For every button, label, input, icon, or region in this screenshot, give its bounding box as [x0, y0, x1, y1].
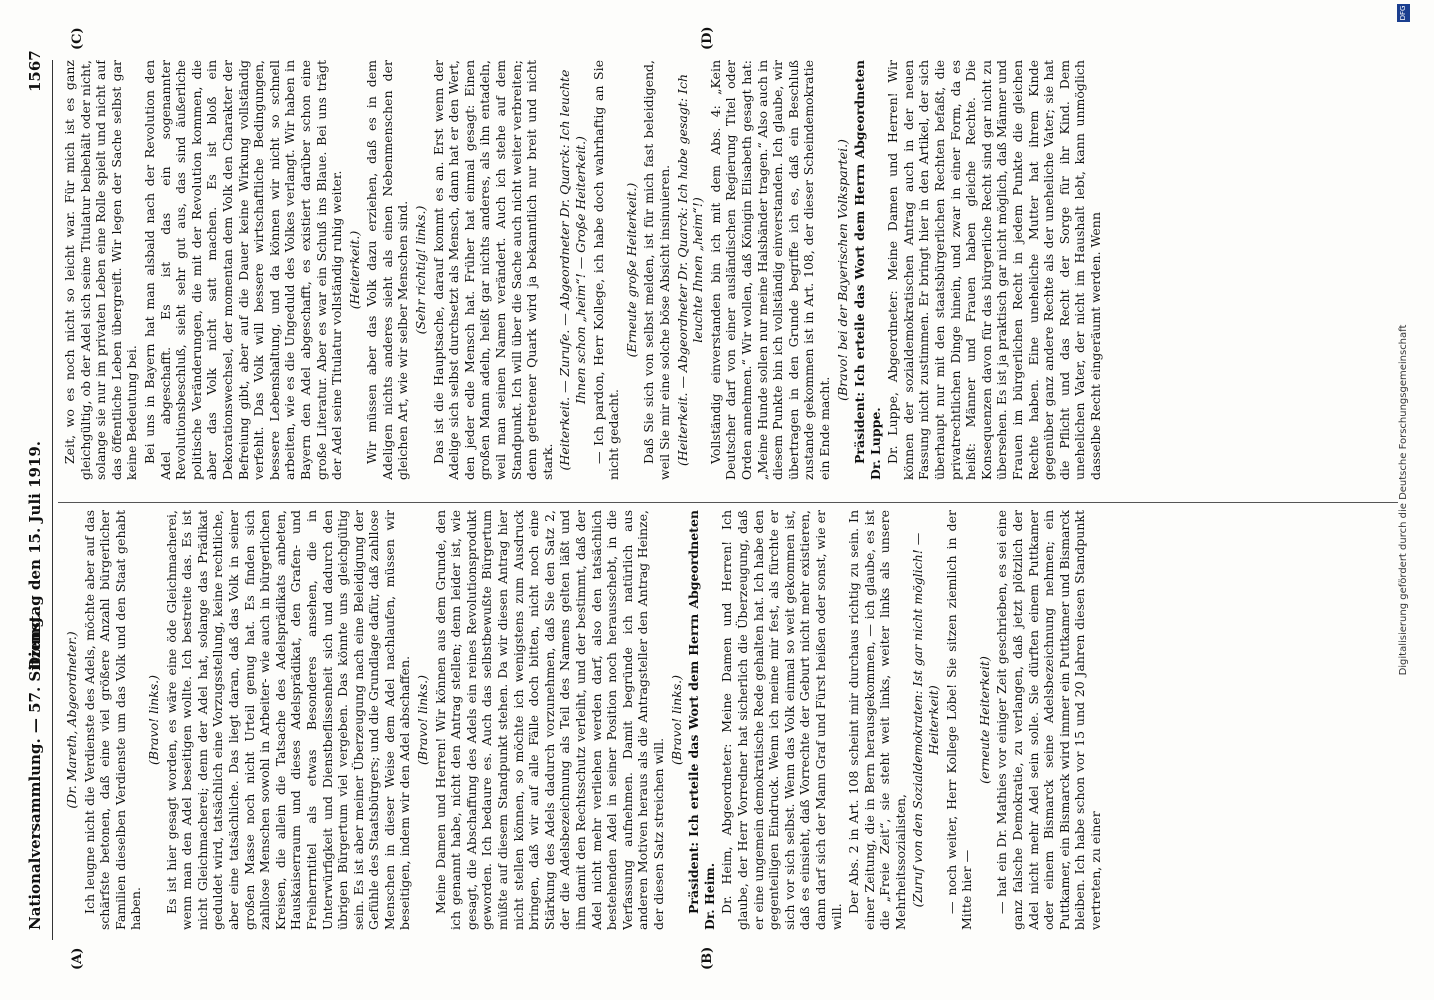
paragraph: Es ist hier gesagt worden, es wäre eine öde Gleichmacherei, wenn man den Adel beseitigen wollte. Ich bestreite das. Es ist nicht Gleichmacherei; denn der Adel hat, solange das Prädikat geduldet wird, tatsächlich eine Vorzugsstellung, keine rechtliche, aber eine tatsächliche. Das liegt daran, daß das Volk in seiner großen Masse noch nicht Urteil genug hat. Es finden sich zahllose Menschen sowohl in Arbeiter- wie auch in bürgerlichen Kreisen, die allein die Tatsache des Adelsprädikats anbeten, Hauskaiserraum und dieses Adelsprädikat, den Grafen- und Freiherrntitel als etwas Besonderes ansehen, die in Unterwürfigkeit und Dienstbeflissenheit sich und dadurch den übrigen Bürgertum viel vergeben. Das könnte uns gleichgültig sein. Es ist aber meiner Überzeugung nach eine Beleidigung der Gefühle des Staatsbürgers; und die Grundlage dafür, daß zahllose Menschen in dieser Weise dem Adel nachlaufen, müssen wir beseitigen, indem wir den Adel abschaffen.	[163, 510, 413, 930]
interjection: (Bravo! links.)	[145, 675, 161, 765]
interjection: (Heiterkeit. — Abgeordneter Dr. Quarck: Ich habe gesagt: Ich leuchte Ihnen „heim“!)	[674, 73, 706, 467]
interjection: (Heiterkeit. — Zurufe. — Abgeordneter Dr. Quarck: Ich leuchte Ihnen schon „heim“! — Große Heiterkeit.)	[557, 69, 588, 471]
paragraph: Wir müssen aber das Volk dazu erziehen, daß es in dem Adeligen nichts anderes sieht als einen Nebenmenschen der gleichen Art, wie wir selber Menschen sind.	[364, 60, 411, 480]
interjection: (Bravo! bei der Bayerischen Volkspartei.)	[834, 139, 850, 401]
dfg-logo: DFG	[1397, 4, 1410, 22]
paragraph: Zeit, wo es noch nicht so leicht war. Für mich ist es ganz gleichgültig, ob der Adel sich seine Titulatur beibehält oder nicht, solange sie nur im privaten Leben eine Rolle spielt und nicht auf das öffentliche Leben übergreift. Wir legen der Sache selbst gar keine Bedeutung bei.	[62, 60, 140, 480]
right-column	[62, 60, 1392, 480]
paragraph: Vollständig einverstanden bin ich mit dem Abs. 4: „Kein Deutscher darf von einer ausländischen Regierung Titel oder Orden annehmen.“ Wir wollen, daß Königin Elisabeth gesagt hat: „Meine Hunde sollen nur meine Halsbänder tragen.“ Also auch in diesem Punkte bin ich vollständig einverstanden. Ich glaube, wir übertragen in den Grunde begriffe ich es, daß ein Beschluß zustande gekommen ist in Art. 108, der dieser Scheindemokratie ein Ende macht.	[707, 60, 832, 480]
paragraph: Meine Damen und Herren! Wir können aus dem Grunde, den ich genannt habe, nicht den Antrag stellen; denn leider ist, wie gesagt, die Abschaffung des Adels ein reines Revolutionsprodukt geworden. Ich bedaure es. Auch das selbstbewußte Bürgertum müßte auf diesem Standpunkt stehen. Da wir diesen Antrag hier nicht stellen können, so möchte ich wenigstens zum Ausdruck bringen, daß wir auf alle Fälle doch bitten, nicht noch eine Stärkung des Adels dadurch vorzunehmen, daß Sie den Satz 2, der die Adelsbezeichnung als Teil des Namens gelten läßt und ihm damit den Rechtsschutz verleiht, und der bestimmt, daß der Adel nicht mehr verliehen werden darf, also den tatsächlich bestehenden Adel in seiner Position noch herausschebt, in die Verfassung aufnehmen. Damit begründe ich natürlich aus anderen Motiven heraus als die Antragsteller den Antrag Heinze, der diesen Satz streichen will.	[432, 510, 666, 930]
interjection: (Bravo! links.)	[415, 675, 431, 765]
page-number: 1567	[26, 50, 44, 92]
interjection: (Bravo! links.)	[668, 675, 684, 765]
header-session-title: Nationalversammlung. — 57. Sitzung.	[26, 612, 44, 930]
header-date: Dienstag den 15. Juli 1919.	[26, 440, 44, 670]
paragraph: Daß Sie sich von selbst melden, ist für mich fast beleidigend, weil Sie mir eine solche böse Absicht insinuieren.	[641, 60, 672, 480]
interjection: (Sehr richtig! links.)	[413, 205, 429, 335]
paragraph: Der Abs. 2 in Art. 108 scheint mir durchaus richtig zu sein. In einer Zeitung, die in Bern herausgekommen, — ich glaube, es ist die „Freie Zeit“, sie steht weit links, weiter links als unsere Mehrheitssozialisten,	[846, 510, 908, 930]
paragraph: Ich leugne nicht die Verdienste des Adels, möchte aber auf das schärfste betonen, daß eine viel größere Anzahl bürgerlicher Familien dieselben Verdienste um das Volk und den Staat gehabt haben.	[81, 510, 144, 930]
paragraph: Das ist die Hauptsache, darauf kommt es an. Erst wenn der Adelige sich selbst durchsetzt als Mensch, dann hat er den Wert, den jeder edle Mensch hat. Früher hat einmal gesagt: Einen großen Mann adeln, heißt gar nichts anderes, als ihn entadeln, weil man seinen Namen verändert. Auch ich stehe auf dem Standpunkt. Ich will über die Sache auch nicht weiter verbreiten; denn getretener Quark wird ja bekanntlich nur breit und nicht stark.	[430, 60, 555, 480]
interjection: (Heiterkeit.)	[346, 230, 362, 310]
speaker-lead: (Dr. Mareth, Abgeordneter.)	[64, 631, 79, 809]
margin-mark-b: (B)	[700, 946, 715, 970]
president-statement: Präsident: Ich erteile das Wort dem Herrn Abgeordneten Dr. Luppe.	[852, 60, 883, 480]
interjection: (Zuruf von den Sozialdemokraten: Ist gar nicht möglich! — Heiterkeit)	[910, 532, 942, 908]
header-rule	[52, 60, 53, 940]
margin-mark-c: (C)	[70, 27, 85, 50]
interjection: (erneute Heiterkeit)	[976, 656, 992, 784]
paragraph: Bei uns in Bayern hat man alsbald nach der Revolution den Adel abgeschafft. Es ist das ein sogenannter Revolutionsbeschluß, sieht sehr gut aus, das sind äußerliche politische Veränderungen, die mit der Revolution kommen, die aber das Volk nicht satt machen. Es ist bloß ein Dekorationswechsel, der momentan dem Volk den Charakter der Befreiung gibt, aber auf die Dauer keine Wirkung vollständig verfehlt. Das Volk will bessere wirtschaftliche Bedingungen, bessere Lebenshaltung, und da können wir nicht so schnell arbeiten, wie es die Ungeduld des Volkes verlangt. Wir haben in Bayern den Adel abgeschafft, es existiert darüber schon eine große Literatur. Aber es war ein Schuß ins Blaue. Bei uns trägt der Adel seine Titulatur vollständig ruhig weiter.	[141, 60, 345, 480]
margin-mark-d: (D)	[700, 26, 715, 50]
paragraph: Dr. Luppe, Abgeordneter: Meine Damen und Herren! Wir können der sozialdemokratischen Antrag auch in der neuen Fassung nicht zustimmen. Er bringt hier in den Artikel, der sich überhaupt nur mit den staatsbürgerlichen Rechten befaßt, die privatrechtlichen Dinge hinein, und zwar in einer Form, da es heißt: Männer und Frauen haben gleiche Rechte. Die Konsequenzen davon für das bürgerliche Recht sind gar nicht zu übersehen. Es ist ja praktisch gar nicht möglich, daß Männer und Frauen im bürgerlichen Recht in jedem Punkte die gleichen Rechte haben. Eine uneheliche Mutter hat ihrem Kinde gegenüber ganz andere Rechte als der uneheliche Vater; sie hat die Pflicht und das Recht der Sorge für ihr Kind. Dem unehelichen Vater, der nicht im Haushalt lebt, kann unmöglich dasselbe Recht eingeräumt werden. Wenn	[885, 60, 1103, 480]
page-header	[26, 0, 48, 1000]
digitization-credit: Digitalisierung gefördert durch die Deutsche Forschungsgemeinschaft	[1398, 324, 1409, 676]
paragraph: Dr. Heim, Abgeordneter: Meine Damen und Herren! Ich glaube, der Herr Vorredner hat sicherlich die Überzeugung, daß er eine ungemein demokratische Rede gehalten hat. Ich habe den gegenteiligen Eindruck. Wenn ich meine mir fest, als fürchte er sich vor sich selbst. Wenn das Volk einmal so weit gekommen ist, daß es einsieht, daß Vorrechte der Geburt nicht mehr existieren, dann darf sich der Mann Graf und Fürst heißen oder sonst, wie er will.	[719, 510, 844, 930]
column-divider	[58, 502, 1398, 503]
interjection: (Erneute große Heiterkeit.)	[623, 182, 639, 358]
president-statement: Präsident: Ich erteile das Wort dem Herrn Abgeordneten Dr. Heim.	[686, 510, 717, 930]
paragraph: — Ich pardon, Herr Kollege, ich habe doch wahrhaftig an Sie nicht gedacht.	[590, 60, 622, 480]
paragraph: — noch weiter, Herr Kollege Löbe! Sie sitzen ziemlich in der Mitte hier —	[943, 510, 975, 930]
paragraph: — hat ein Dr. Mathies vor einiger Zeit geschrieben, es sei eine ganz falsche Demokratie, zu verlangen, daß jetzt plötzlich der Adel nicht mehr Adel sein solle. Sie dürften einem Puttkamer oder einem Bismarck seine Adelsbezeichnung nehmen; ein Puttkamer, ein Bismarck wird immer ein Puttkamer und Bismarck bleiben. Ich habe schon vor 15 und 20 Jahren diesen Standpunkt vertreten, zu einer	[994, 510, 1103, 930]
left-column	[62, 510, 1392, 930]
margin-mark-a: (A)	[70, 947, 85, 970]
